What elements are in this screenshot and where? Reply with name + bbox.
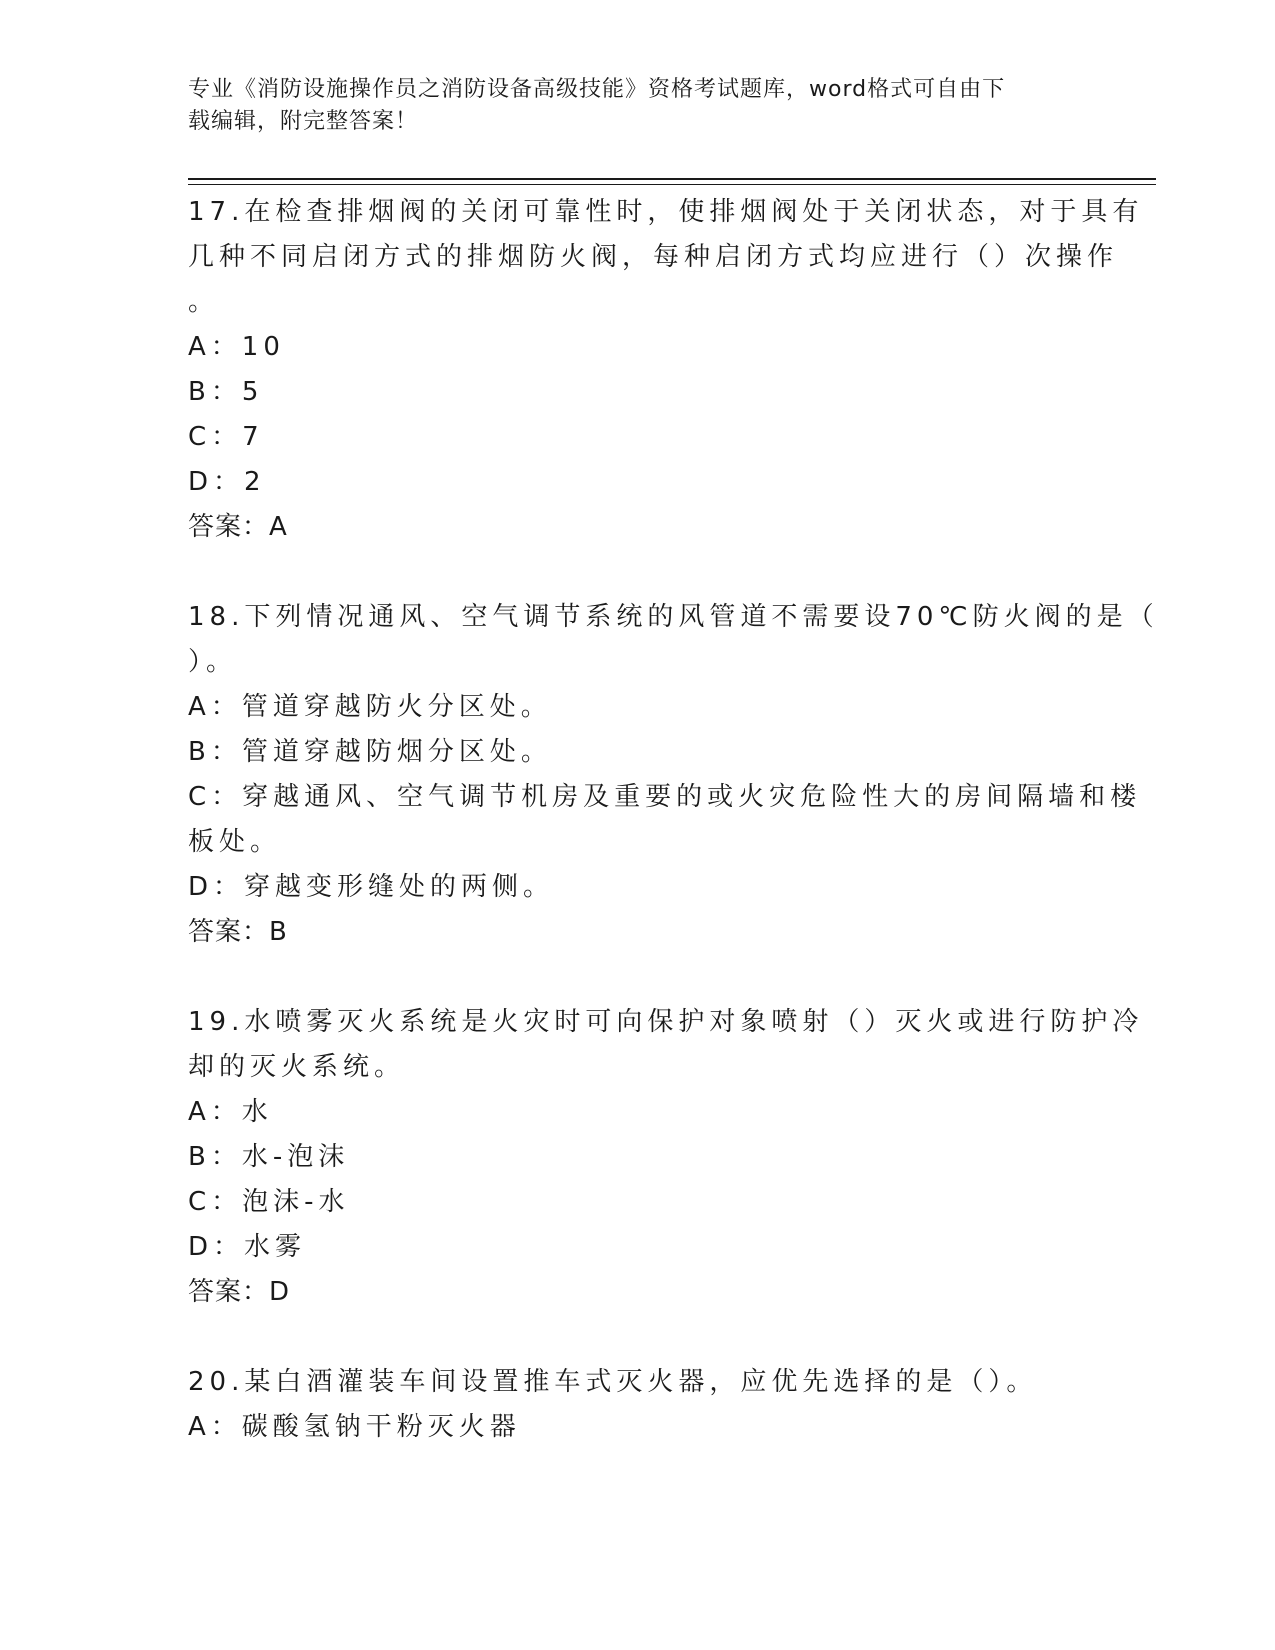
question-text-line: 却的灭火系统。: [188, 1052, 406, 1082]
option-d: D：2: [188, 467, 266, 497]
question-text-line: 几种不同启闭方式的排烟防火阀，每种启闭方式均应进行（）次操作: [188, 242, 1119, 272]
header-divider-thick: [188, 178, 1156, 180]
document-header: [188, 74, 1078, 138]
spacer: [188, 1315, 1088, 1360]
question-text-line: 18.下列情况通风、空气调节系统的风管道不需要设70℃防火阀的是（: [188, 602, 1159, 632]
option-a: A：10: [188, 332, 285, 362]
answer-line: 答案：B: [188, 917, 288, 947]
question-19: [188, 1000, 1144, 1315]
option-c-continued: 板处。: [188, 827, 282, 857]
option-a: A：水: [188, 1097, 273, 1127]
question-text-line: 20.某白酒灌装车间设置推车式灭火器，应优先选择的是（）。: [188, 1367, 1038, 1397]
question-text-line: 。: [188, 287, 220, 317]
question-text-line: 17.在检查排烟阀的关闭可靠性时，使排烟阀处于关闭状态，对于具有: [188, 197, 1144, 227]
question-text-line: ）。: [188, 647, 238, 677]
question-17: [188, 190, 1144, 550]
spacer: [188, 955, 1088, 1000]
question-18: [188, 595, 1159, 955]
option-b: B：管道穿越防烟分区处。: [188, 737, 552, 767]
question-list: [188, 190, 1159, 1450]
option-a: A：碳酸氢钠干粉灭火器: [188, 1412, 521, 1442]
option-c: C：穿越通风、空气调节机房及重要的或火灾危险性大的房间隔墙和楼: [188, 782, 1142, 812]
option-a: A：管道穿越防火分区处。: [188, 692, 552, 722]
question-text-line: 19.水喷雾灭火系统是火灾时可向保护对象喷射（）灭火或进行防护冷: [188, 1007, 1144, 1037]
spacer: [188, 550, 1088, 595]
question-20: [188, 1360, 1088, 1450]
answer-line: 答案：A: [188, 512, 288, 542]
option-c: C：泡沫-水: [188, 1187, 350, 1217]
header-divider-thin: [188, 184, 1156, 185]
option-d: D：穿越变形缝处的两侧。: [188, 872, 555, 902]
option-d: D：水雾: [188, 1232, 307, 1262]
header-line-1: 专业《消防设施操作员之消防设备高级技能》资格考试题库，word格式可自由下: [188, 77, 1006, 102]
option-c: C：7: [188, 422, 264, 452]
option-b: B：水-泡沫: [188, 1142, 350, 1172]
header-line-2: 载编辑，附完整答案！: [188, 109, 419, 134]
answer-line: 答案：D: [188, 1277, 291, 1307]
option-b: B：5: [188, 377, 264, 407]
